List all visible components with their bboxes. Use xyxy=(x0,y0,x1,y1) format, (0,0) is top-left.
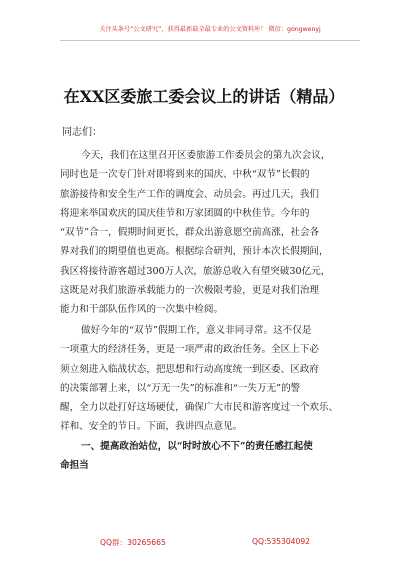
paragraph-line: 一项重大的经济任务，更是一项严肃的政治任务。全区上下必 xyxy=(60,344,320,356)
paragraph-line: 做好今年的“双节”假期工作，意义非同寻常。这不仅是 xyxy=(81,325,312,336)
footer-contact xyxy=(100,537,310,548)
salutation: 同志们： xyxy=(62,127,102,138)
heading-line: 命担当 xyxy=(60,460,89,472)
heading-line: 一、提高政治站位，以“时时放心不下”的责任感扛起使 xyxy=(81,441,313,452)
footer-qq: QQ:535304092 xyxy=(252,537,310,546)
section-heading-1 xyxy=(60,437,360,476)
paragraph-line: 旅游接待和安全生产工作的调度会、动员会。再过几天，我们 xyxy=(60,188,320,200)
paragraph-line: 界对我们的期望值也更高。根据综合研判，预计本次长假期间， xyxy=(60,246,329,258)
paragraph-line: 同时也是一次专门针对即将到来的国庆、中秋“双节”长假的 xyxy=(60,169,310,181)
header-divider xyxy=(60,40,360,41)
paragraph-2 xyxy=(60,321,360,437)
paragraph-line: 我区将接待游客超过300万人次，旅游总收入有望突破30亿元， xyxy=(60,265,331,277)
paragraph-line: 醒，全力以赴打好这场硬仗，确保广大市民和游客度过一个欢乐、 xyxy=(60,402,339,414)
paragraph-line: “双节”合一，假期时间更长，群众出游意愿空前高涨，社会各 xyxy=(60,227,320,239)
paragraph-line: 这既是对我们旅游承载能力的一次极限考验，更是对我们治理 xyxy=(60,285,320,297)
paragraph-1 xyxy=(60,146,360,320)
paragraph-line: 今天，我们在这里召开区委旅游工作委员会的第九次会议， xyxy=(81,150,331,161)
paragraph-line: 须立刻进入临战状态，把思想和行动高度统一到区委、区政府 xyxy=(60,363,320,375)
paragraph-line: 的决策部署上来，以“万无一失”的标准和“一失万无”的警 xyxy=(60,382,301,394)
paragraph-line: 能力和干部队伍作风的一次集中检阅。 xyxy=(60,304,224,316)
footer-qq-group: QQ群：30265665 xyxy=(100,538,166,547)
paragraph-line: 祥和、安全的节日。下面，我讲四点意见。 xyxy=(60,421,243,433)
header-banner: 关注头条号“公文研究”，获得最新最全最专业的公文资料库！ 微信：gongwenyj xyxy=(99,26,321,33)
document-title: 在XX区委旅工委会议上的讲话（精品） xyxy=(63,87,345,106)
paragraph-line: 将迎来举国欢庆的国庆佳节和万家团圆的中秋佳节。今年的 xyxy=(60,207,310,219)
